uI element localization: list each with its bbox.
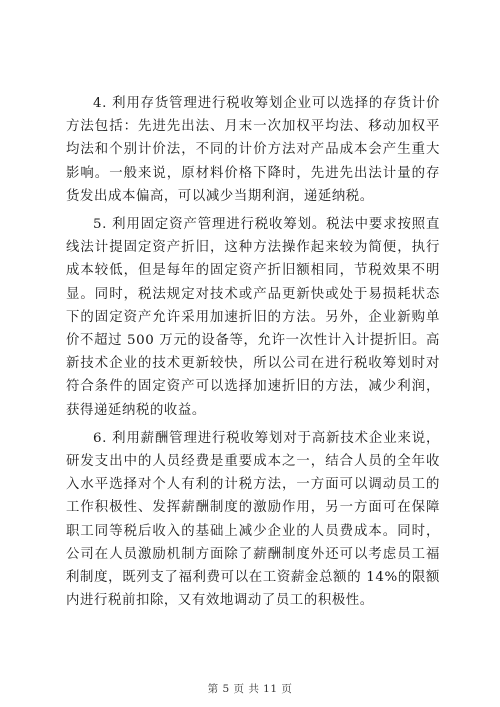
document-body — [66, 92, 440, 617]
paragraph-fixed-asset-tax-planning: 5. 利用固定资产管理进行税收筹划。税法中要求按照直线法计提固定资产折旧，这种方法操作起来较为简便，执行成本较低，但是每年的固定资产折旧额相同，节税效果不明显。同时，税法规定对技术或产品更新快或处于易损耗状态下的固定资产允许采用加速折旧的方法。另外，企业新购单价不超过 500 万元的设备等，允许一次性计入计提折旧。高新技术企业的技术更新较快，所以公司在进行税收筹划时对符合条件的固定资产可以选择加速折旧的方法，减少利润，获得递延纳税的收益。 — [66, 217, 440, 418]
page-number-footer: 第 5 页 共 11 页 — [207, 683, 293, 695]
paragraph-inventory-tax-planning: 4. 利用存货管理进行税收筹划企业可以选择的存货计价方法包括：先进先出法、月末一次加权平均法、移动加权平均法和个别计价法，不同的计价方法对产品成本会产生重大影响。一般来说，原材料价格下降时，先进先出法计量的存货发出成本偏高，可以减少当期利润，递延纳税。 — [66, 96, 440, 204]
paragraph-salary-tax-planning: 6. 利用薪酬管理进行税收筹划对于高新技术企业来说，研发支出中的人员经费是重要成本之一，结合人员的全年收入水平选择对个人有利的计税方法，一方面可以调动员工的工作积极性、发挥薪酬制度的激励作用，另一方面可在保障职工同等税后收入的基础上减少企业的人员费成本。同时，公司在人员激励机制方面除了薪酬制度外还可以考虑员工福利制度，既列支了福利费可以在工资薪金总额的 14%的限额内进行税前扣除，又有效地调动了员工的积极性。 — [66, 430, 440, 609]
